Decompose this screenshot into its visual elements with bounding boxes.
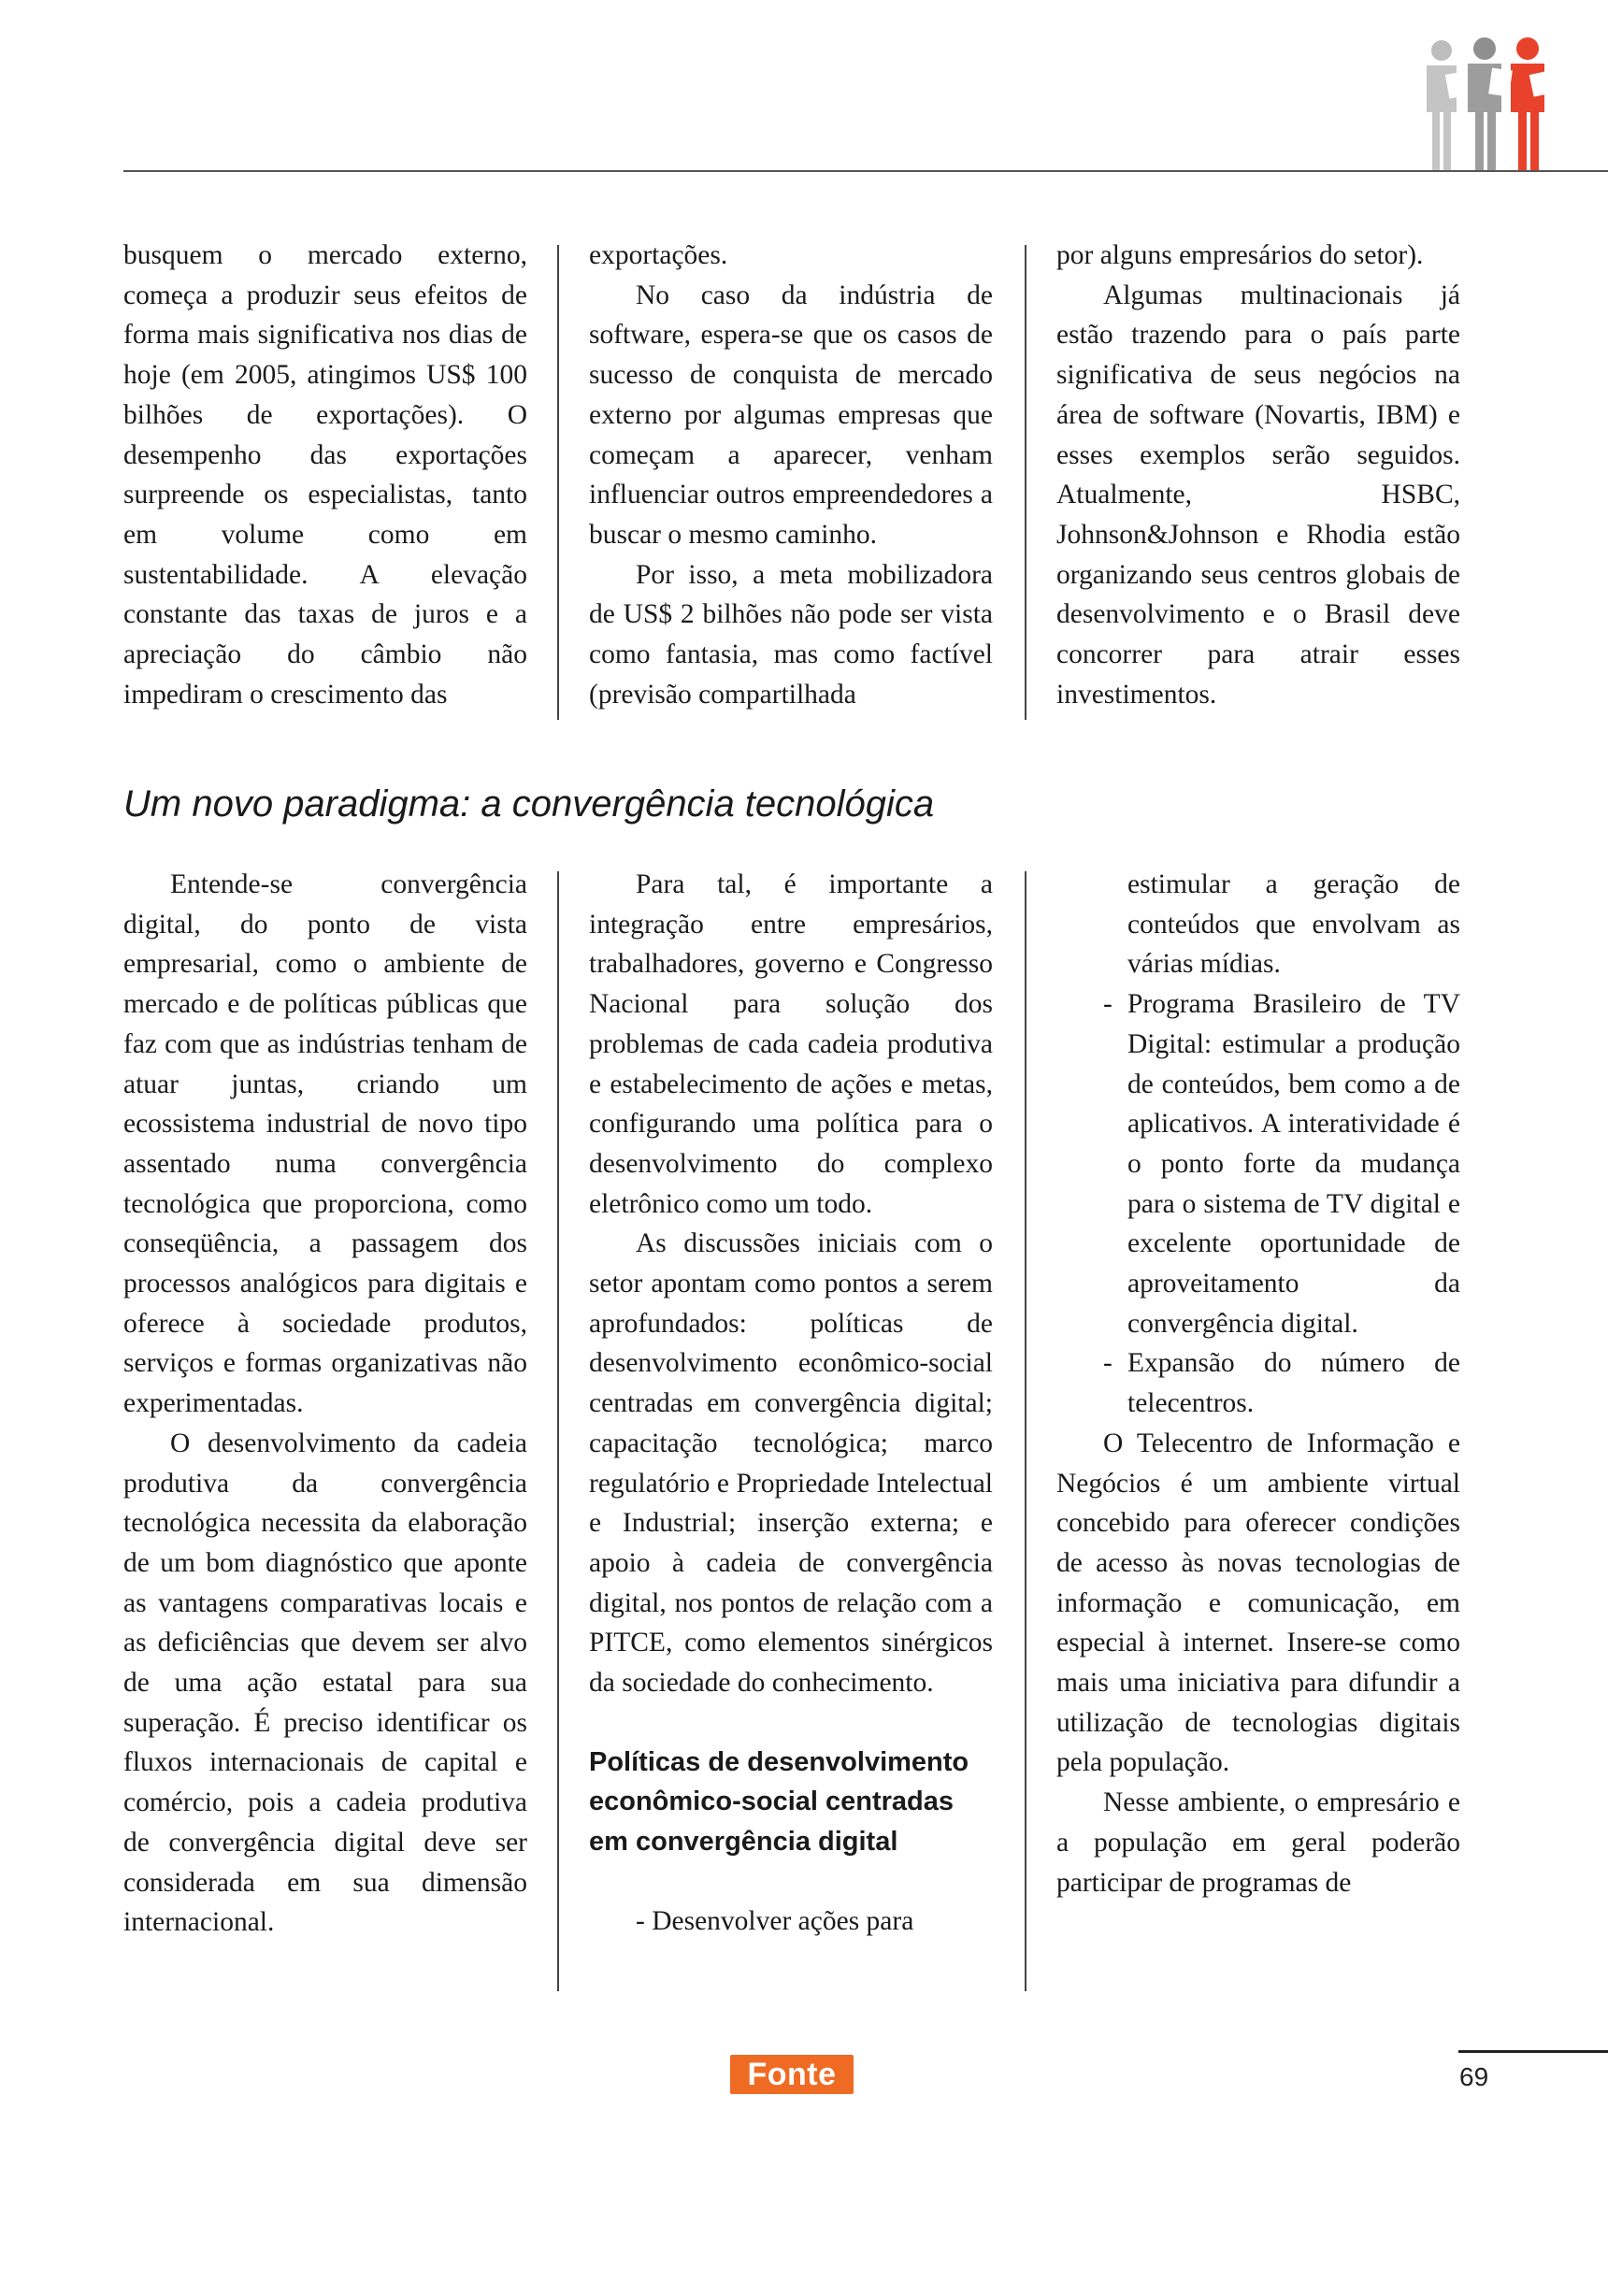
list-dash: -	[1103, 989, 1112, 1020]
fonte-logo	[730, 2055, 854, 2094]
paragraph: busquem o mercado externo, começa a produzir seus efeitos de forma mais significativa nos dias de hoje (em 2005, atingimos US$ 100 bilhões de exportações). O desempenho das exportações surpreende os especialistas, tanto em volume como em sustentabilidade. A elevação constante das taxas de juros e a apreciação do câmbio não impediram o crescimento das	[123, 240, 527, 710]
section-column-3	[1056, 865, 1460, 1902]
footer-rule	[1458, 2050, 1608, 2053]
fonte-logo-text: Fonte	[747, 2056, 837, 2092]
list-item	[1056, 984, 1460, 1343]
section-column-1	[123, 865, 527, 1943]
three-people-figures-icon	[1414, 36, 1563, 172]
paragraph: Algumas multinacionais já estão trazendo para o país parte significativa de seus negócios na área de software (Novartis, IBM) e esses exemplos serão seguidos. Atualmente, HSBC, Johnson&Johnson e Rhodia estão organizando seus centros globais de desenvolvimento e o Brasil deve concorrer para atrair esses investimentos.	[1056, 280, 1460, 710]
section-heading: Um novo paradigma: a convergência tecnológica	[123, 783, 935, 825]
column-divider	[557, 245, 559, 720]
section-column-2	[589, 865, 993, 1942]
list-item-text: Programa Brasileiro de TV Digital: estimular a produção de conteúdos, bem como a de aplicativos. A interatividade é o ponto forte da mudança para o sistema de TV digital e excelente oportunidade de aproveitamento da convergência digital.	[1127, 989, 1460, 1339]
top-column-1	[123, 236, 527, 714]
paragraph: O Telecentro de Informação e Negócios é um ambiente virtual concebido para oferecer condições de acesso às novas tecnologias de informação e comunicação, em especial à internet. Insere-se como mais uma iniciativa para difundir a utilização de tecnologias digitais pela população.	[1056, 1428, 1460, 1778]
paragraph: Por isso, a meta mobilizadora de US$ 2 bilhões não pode ser vista como fantasia, mas como factível (previsão compartilhada	[589, 559, 993, 710]
paragraph: por alguns empresários do setor).	[1056, 240, 1424, 270]
paragraph: exportações.	[589, 240, 728, 270]
paragraph: As discussões iniciais com o setor apontam como pontos a serem aprofundados: políticas de desenvolvimento econômico-social centradas em convergência digital; capacitação tecnológica; marco regulatório e Propriedade Intelectual e Industrial; inserção externa; e apoio à cadeia de convergência digital, nos pontos de relação com a PITCE, como elementos sinérgicos da sociedade do conhecimento.	[589, 1228, 993, 1699]
header-rule	[123, 170, 1608, 172]
paragraph: Entende-se convergência digital, do ponto de vista empresarial, como o ambiente de mercado e de políticas públicas que faz com que as indústrias tenham de atuar juntas, criando um ecossistema industrial de novo tipo assentado numa convergência tecnológica que proporciona, como conseqüência, a passagem dos processos analógicos para digitais e oferece à sociedade produtos, serviços e formas organizativas não experimentadas.	[123, 869, 527, 1419]
top-column-3	[1056, 236, 1460, 714]
column-divider	[1025, 871, 1026, 1991]
paragraph: O desenvolvimento da cadeia produtiva da convergência tecnológica necessita da elaboração de um bom diagnóstico que aponte as vantagens comparativas locais e as deficiências que devem ser alvo de uma ação estatal para sua superação. É preciso identificar os fluxos internacionais de capital e comércio, pois a cadeia produtiva de convergência digital deve ser considerada em sua dimensão internacional.	[123, 1428, 527, 1938]
list-dash: -	[1103, 1348, 1112, 1379]
column-divider	[557, 871, 559, 1991]
paragraph: No caso da indústria de software, espera-se que os casos de sucesso de conquista de mercado externo por algumas empresas que começam a aparecer, venham influenciar outros empreendedores a buscar o mesmo caminho.	[589, 280, 993, 550]
paragraph: Nesse ambiente, o empresário e a população em geral poderão participar de programas de	[1056, 1787, 1460, 1898]
paragraph: Para tal, é importante a integração entre empresários, trabalhadores, governo e Congresso Nacional para solução dos problemas de cada cadeia produtiva e estabelecimento de ações e metas, configurando uma política para o desenvolvimento do complexo eletrônico como um todo.	[589, 869, 993, 1219]
subheading: Políticas de desenvolvimento econômico-social centradas em convergência digital	[589, 1746, 969, 1858]
list-item: - Desenvolver ações para	[636, 1905, 914, 1936]
page-number: 69	[1459, 2062, 1489, 2091]
column-divider	[1025, 245, 1026, 720]
list-item-text: Expansão do número de telecentros.	[1127, 1348, 1460, 1419]
top-column-2	[589, 236, 993, 714]
list-item-continuation: estimular a geração de conteúdos que envolvam as várias mídias.	[1127, 869, 1460, 980]
list-item	[1056, 1343, 1460, 1423]
